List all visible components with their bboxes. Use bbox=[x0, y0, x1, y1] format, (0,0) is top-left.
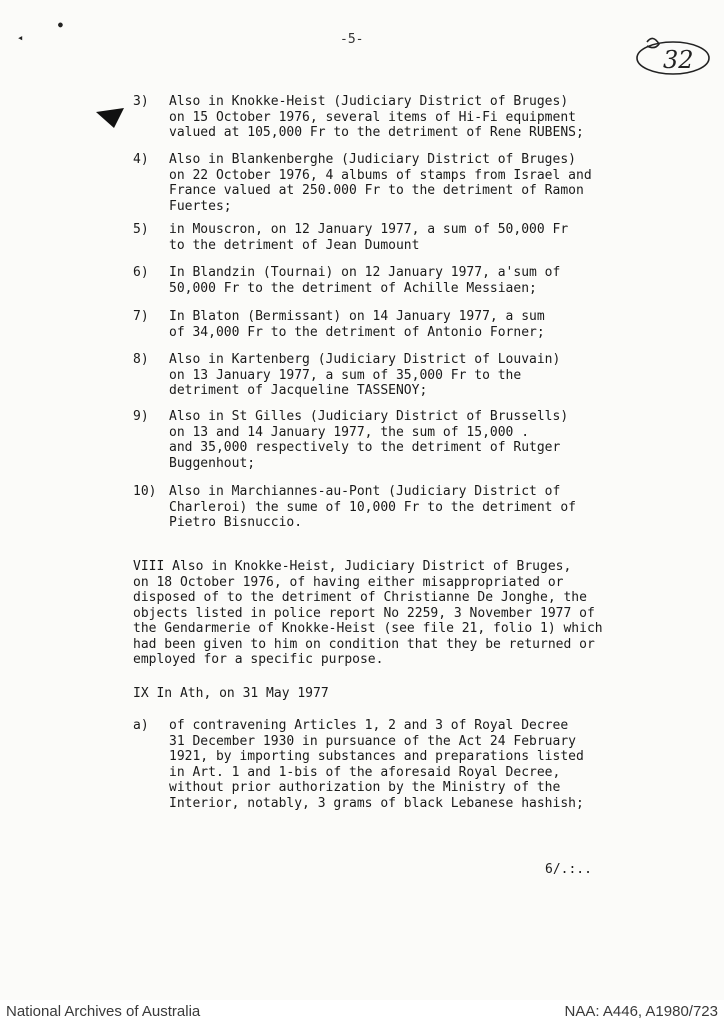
list-item bbox=[133, 484, 633, 531]
list-item bbox=[133, 409, 633, 471]
list-item-text: Also in Kartenberg (Judiciary District of Louvain) on 13 January 1977, a sum of 35,000 Fr to the detriment of Jacqueline TASSENOY; bbox=[169, 352, 561, 398]
list-item-number: 8) bbox=[133, 352, 149, 367]
list-item-number: 5) bbox=[133, 222, 149, 237]
continuation-mark: 6/.:.. bbox=[545, 862, 592, 877]
list-item bbox=[133, 94, 633, 141]
list-item-text: Also in Blankenberghe (Judiciary District of Bruges) on 22 October 1976, 4 albums of stamps from Israel and France valued at 250.000 Fr to the detriment of Ramon Fuertes; bbox=[169, 152, 592, 214]
section-ix-heading: IX In Ath, on 31 May 1977 bbox=[133, 686, 329, 701]
list-item-number: 3) bbox=[133, 94, 149, 109]
footer-archive-name: National Archives of Australia bbox=[6, 1003, 201, 1020]
list-item-text: Also in Marchiannes-au-Pont (Judiciary District of Charleroi) the sume of 10,000 Fr to the detriment of Pietro Bisnuccio. bbox=[169, 484, 576, 530]
list-item-number: 7) bbox=[133, 309, 149, 324]
list-item bbox=[133, 718, 633, 811]
scan-speck: ◀ bbox=[18, 34, 23, 42]
list-item-text: Also in Knokke-Heist (Judiciary District of Bruges) on 15 October 1976, several items of Hi-Fi equipment valued at 105,000 Fr to the detriment of Rene RUBENS; bbox=[169, 94, 584, 140]
list-item-number: 4) bbox=[133, 152, 149, 167]
footer-reference: NAA: A446, A1980/723 bbox=[564, 1003, 718, 1020]
list-item-text: In Blandzin (Tournai) on 12 January 1977, a'sum of 50,000 Fr to the detriment of Achille Messiaen; bbox=[169, 265, 561, 296]
list-item bbox=[133, 352, 633, 399]
folio-number: 32 bbox=[663, 46, 694, 74]
list-item bbox=[133, 309, 633, 356]
list-item-text: in Mouscron, on 12 January 1977, a sum of 50,000 Fr to the detriment of Jean Dumount bbox=[169, 222, 569, 253]
list-item-text: of contravening Articles 1, 2 and 3 of Royal Decree 31 December 1930 in pursuance of the Act 24 February 1921, by importing substances and preparations listed in Art. 1 and 1-bis of the aforesaid Royal Decree, without prior authorization by the Ministry of the Interior, notably, 3 grams of black Lebanese hashish; bbox=[169, 718, 584, 811]
list-item-number: 9) bbox=[133, 409, 149, 424]
list-item-number: 6) bbox=[133, 265, 149, 280]
scan-speck: ● bbox=[58, 20, 63, 29]
list-item-number: 10) bbox=[133, 484, 157, 499]
list-item bbox=[133, 265, 633, 312]
archive-footer bbox=[0, 1000, 724, 1024]
section-viii-paragraph: VIII Also in Knokke-Heist, Judiciary District of Bruges, on 18 October 1976, of having either misappropriated or disposed of to the detriment of Christianne De Jonghe, the objects listed in police report No 2259, 3 November 1977 of the Gendarmerie of Knokke-Heist (see file 21, folio 1) which had been given to him on condition that they be returned or employed for a specific purpose. bbox=[133, 559, 603, 667]
page-number: -5- bbox=[340, 32, 364, 47]
list-item-text: Also in St Gilles (Judiciary District of Brussells) on 13 and 14 January 1977, the sum of 15,000 . and 35,000 respectively to the detriment of Rutger Buggenhout; bbox=[169, 409, 569, 471]
list-item bbox=[133, 222, 633, 269]
handwritten-folio-number bbox=[633, 36, 711, 76]
list-item bbox=[133, 152, 633, 214]
arrow-mark-icon bbox=[96, 108, 126, 134]
list-item-text: In Blaton (Bermissant) on 14 January 1977, a sum of 34,000 Fr to the detriment of Antonio Forner; bbox=[169, 309, 545, 340]
list-item-number: a) bbox=[133, 718, 149, 733]
